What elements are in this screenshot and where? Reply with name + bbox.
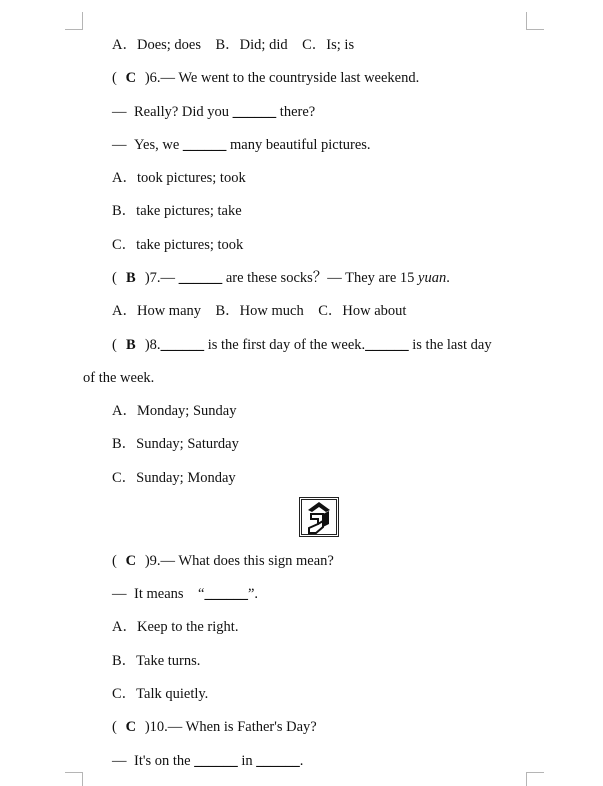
blank: ______ <box>232 104 277 120</box>
q10-answer: C <box>125 719 137 735</box>
q5-option-a: A．Does; does <box>112 37 202 53</box>
answer-paren-open: ( <box>112 719 117 735</box>
q7-option-a: A．How many <box>112 303 202 319</box>
dialog-dash: — <box>112 586 127 602</box>
blank: ______ <box>365 337 409 353</box>
q10-dialog-line-2 <box>112 752 303 770</box>
q5-option-b: B．Did; did <box>215 37 288 53</box>
answer-paren-open: ( <box>112 553 117 569</box>
q8-answer: B <box>126 337 136 353</box>
q6-line3-text-a: Yes, we <box>134 137 180 153</box>
blank: ______ <box>204 586 248 602</box>
q6-line3-text-b: many beautiful pictures. <box>230 137 371 153</box>
q9-option-a: A．Keep to the right. <box>112 619 239 635</box>
crop-mark-bottom-right-h <box>526 772 544 773</box>
crop-mark-bottom-left-h <box>65 772 83 773</box>
q10-question: )10.— When is Father's Day? <box>144 719 317 735</box>
q6-question: )6.— We went to the countryside last weekend. <box>144 70 420 86</box>
answer-paren-open: ( <box>112 270 117 286</box>
answer-paren-open: ( <box>112 337 117 353</box>
blank: ______ <box>182 137 227 153</box>
q8-stem-a: )8. <box>144 337 161 353</box>
q7-yuan: yuan <box>418 270 447 286</box>
q9-option-b: B．Take turns. <box>112 653 201 669</box>
q9-line2-text-a: It means <box>134 586 184 602</box>
q6-option-c: C．take pictures; took <box>112 237 244 253</box>
dialog-dash: — <box>112 104 127 120</box>
crop-mark-bottom-left-v <box>82 772 83 786</box>
blank: ______ <box>178 270 223 286</box>
q7-option-b: B．How much <box>215 303 304 319</box>
crop-mark-top-right-h <box>526 29 544 30</box>
dialog-dash: — <box>112 753 127 769</box>
q8-stem-c: is the last day <box>412 337 492 353</box>
q8-option-b: B．Sunday; Saturday <box>112 436 239 452</box>
q10-line2-text-c: . <box>299 753 304 769</box>
q9-dialog-line-2 <box>112 585 258 603</box>
q5-options <box>112 36 354 54</box>
crop-mark-top-left-v <box>82 12 83 29</box>
q7-answer: B <box>126 270 136 286</box>
q7-stem: ( B )7.— ______ are these socks？— They are 15 yuan. <box>112 270 450 286</box>
q5-option-c: C．Is; is <box>302 37 355 53</box>
q10-line2-text-a: It's on the <box>134 753 191 769</box>
close-quote: ”. <box>247 586 259 602</box>
crop-mark-top-left-h <box>65 29 83 30</box>
q7-stem-a: )7.— <box>144 270 176 286</box>
q6-line2-text-a: Really? Did you <box>134 104 230 120</box>
q9-question: )9.— What does this sign mean? <box>144 553 334 569</box>
answer-paren-open: ( <box>112 70 117 86</box>
q6-answer: C <box>125 70 137 86</box>
q9-stem <box>112 552 334 570</box>
sign-image <box>299 497 339 537</box>
q6-dialog-line-2 <box>112 103 315 121</box>
q6-line2-text-b: there? <box>279 104 316 120</box>
q8-stem-b: is the first day of the week. <box>207 337 366 353</box>
dialog-dash: — <box>112 137 127 153</box>
q8-stem-wrap: of the week. <box>83 370 155 386</box>
q8-stem <box>112 336 492 354</box>
q8-option-a: A．Monday; Sunday <box>112 403 237 419</box>
q6-dialog-line-3 <box>112 136 371 154</box>
q10-line2-text-b: in <box>241 753 253 769</box>
q6-option-b: B．take pictures; take <box>112 203 242 219</box>
q8-option-c: C．Sunday; Monday <box>112 470 236 486</box>
blank: ______ <box>194 753 238 769</box>
blank: ______ <box>256 753 300 769</box>
q10-stem <box>112 718 317 736</box>
q6-option-a: A．took pictures; took <box>112 170 246 186</box>
q7-options <box>112 302 406 320</box>
crop-mark-bottom-right-v <box>526 772 527 786</box>
q9-option-c: C．Talk quietly. <box>112 686 209 702</box>
q9-answer: C <box>125 553 137 569</box>
q6-stem <box>112 69 419 87</box>
crop-mark-top-right-v <box>526 12 527 29</box>
open-quote: “ <box>198 586 205 602</box>
q7-option-c: C．How about <box>318 303 407 319</box>
q7-stem-b: are these socks？— They are 15 <box>225 270 415 286</box>
blank: ______ <box>160 337 205 353</box>
